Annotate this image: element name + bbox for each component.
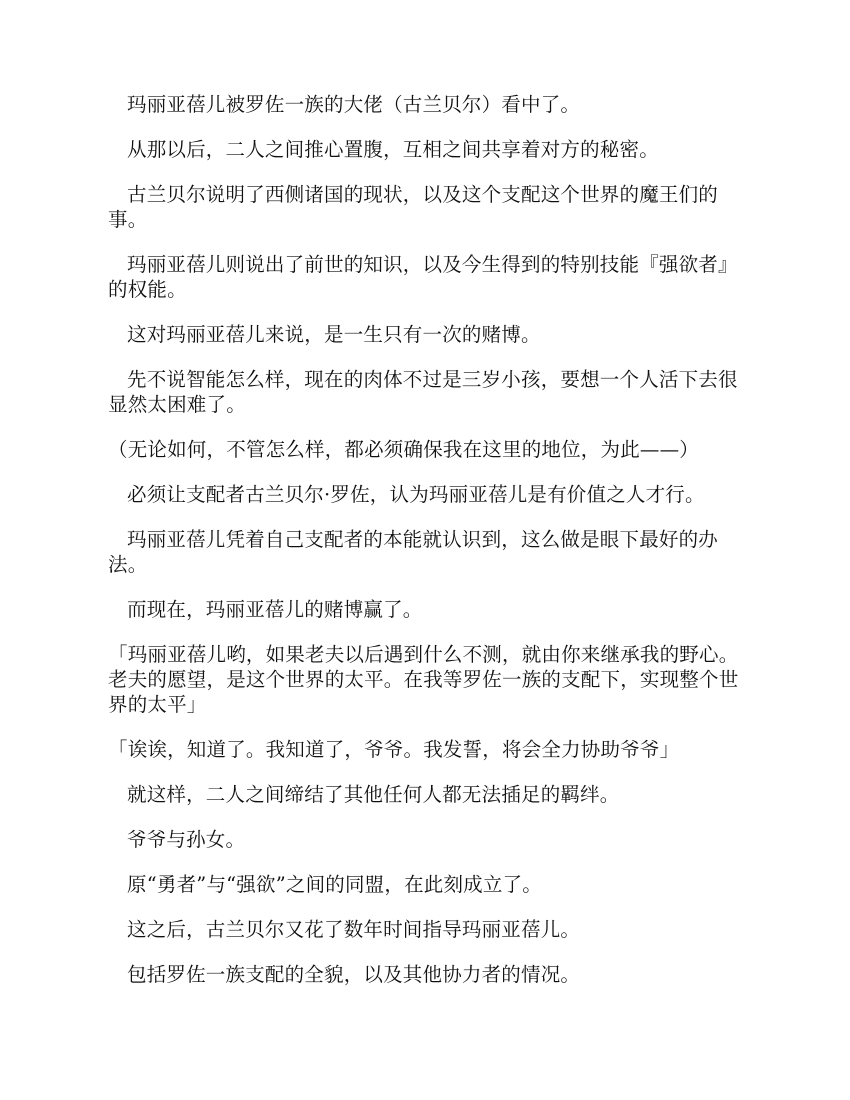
inner-monologue-paragraph: （无论如何，不管怎么样，都必须确保我在这里的地位，为此——） (108, 438, 700, 461)
paragraph: 就这样，二人之间缔结了其他任何人都无法插足的羁绊。 (127, 783, 620, 806)
dialogue-paragraph: 「诶诶，知道了。我知道了，爷爷。我发誓，将会全力协助爷爷」 (108, 738, 680, 761)
paragraph: 包括罗佐一族支配的全貌，以及其他协力者的情况。 (127, 963, 581, 986)
dialogue-paragraph: 「玛丽亚蓓儿哟，如果老夫以后遇到什么不测，就由你来继承我的野心。老夫的愿望，是这个世界的太平。在我等罗佐一族的支配下，实现整个世界的太平」 (108, 643, 739, 716)
paragraph: 古兰贝尔说明了西侧诸国的现状，以及这个支配这个世界的魔王们的事。 (108, 183, 719, 231)
paragraph: 玛丽亚蓓儿被罗佐一族的大佬（古兰贝尔）看中了。 (127, 93, 581, 116)
paragraph: 玛丽亚蓓儿凭着自己支配者的本能就认识到，这么做是眼下最好的办法。 (108, 528, 719, 576)
paragraph: 从那以后，二人之间推心置腹，互相之间共享着对方的秘密。 (127, 138, 659, 161)
paragraph: 原“勇者”与“强欲”之间的同盟，在此刻成立了。 (127, 873, 542, 896)
paragraph: 必须让支配者古兰贝尔·罗佐，认为玛丽亚蓓儿是有价值之人才行。 (127, 483, 705, 506)
paragraph: 这对玛丽亚蓓儿来说，是一生只有一次的赌博。 (127, 323, 541, 346)
paragraph: 玛丽亚蓓儿则说出了前世的知识，以及今生得到的特别技能『强欲者』的权能。 (108, 253, 738, 301)
paragraph: 先不说智能怎么样，现在的肉体不过是三岁小孩，要想一个人活下去很显然太困难了。 (108, 368, 738, 416)
paragraph: 爷爷与孙女。 (127, 828, 246, 851)
paragraph: 而现在，玛丽亚蓓儿的赌博赢了。 (127, 598, 423, 621)
paragraph: 这之后，古兰贝尔又花了数年时间指导玛丽亚蓓儿。 (127, 918, 581, 941)
